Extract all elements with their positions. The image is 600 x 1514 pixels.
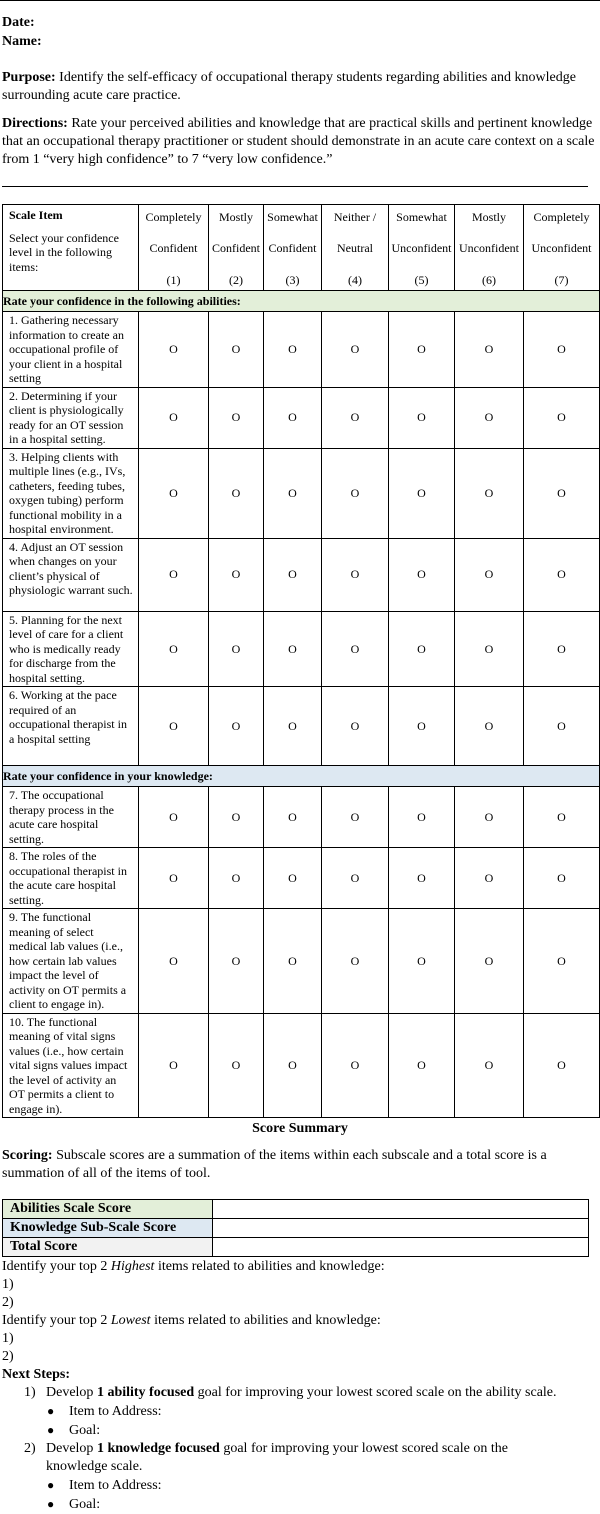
directions-paragraph — [0, 115, 600, 169]
column-label-top: Completely — [533, 209, 590, 224]
column-label-mid: Unconfident — [391, 241, 452, 256]
rating-cell — [455, 848, 524, 909]
scale-column-header — [524, 205, 600, 291]
rating-cell — [389, 909, 455, 1014]
rating-cell — [209, 1013, 264, 1118]
rating-option-2[interactable]: O — [231, 718, 241, 733]
rating-option-3[interactable]: O — [288, 953, 297, 968]
rating-cell — [455, 538, 524, 611]
rating-cell — [322, 387, 389, 448]
rating-option-3[interactable]: O — [288, 641, 297, 656]
rating-cell — [524, 687, 600, 766]
abilities-score-field[interactable] — [213, 1200, 589, 1219]
scale-item-row — [3, 611, 600, 687]
column-label-top: Completely — [145, 209, 202, 224]
rating-option-7[interactable]: O — [557, 410, 566, 425]
rating-option-2[interactable]: O — [231, 953, 241, 968]
scoring-paragraph — [0, 1147, 600, 1183]
bullet-icon: ● — [47, 1404, 55, 1418]
scale-item-text: 5. Planning for the next level of care for a client who is medically ready for discharge from the hospital setting. — [3, 611, 139, 687]
rating-cell — [455, 611, 524, 687]
rating-option-2[interactable]: O — [231, 485, 241, 500]
rating-cell — [209, 787, 264, 848]
rating-option-7[interactable]: O — [557, 641, 566, 656]
scale-item-text: 9. The functional meaning of select medical lab values (i.e., how certain lab values impact the level of activity on OT permits a client to engage in). — [3, 909, 139, 1014]
rating-cell — [209, 611, 264, 687]
scale-item-row — [3, 909, 600, 1014]
rating-option-4[interactable]: O — [350, 641, 360, 656]
rating-option-6[interactable]: O — [484, 870, 494, 885]
scale-table — [2, 204, 600, 1118]
step-number: 2) — [24, 1441, 36, 1456]
score-table — [2, 1199, 589, 1257]
rating-option-5[interactable]: O — [417, 567, 426, 582]
rating-option-4[interactable]: O — [350, 342, 360, 356]
scale-item-row — [3, 848, 600, 909]
rating-option-2[interactable]: O — [231, 567, 241, 582]
column-label-mid: Unconfident — [531, 241, 592, 256]
rating-option-6[interactable]: O — [484, 953, 494, 968]
purpose-label: Purpose: — [2, 70, 56, 85]
score-row — [3, 1238, 589, 1257]
section-rule — [2, 186, 588, 187]
rating-cell — [322, 1013, 389, 1118]
rating-option-7[interactable]: O — [557, 870, 566, 885]
rating-cell — [322, 909, 389, 1014]
rating-option-6[interactable]: O — [484, 1058, 494, 1072]
column-number: (7) — [554, 273, 569, 287]
bullet-item-to-address — [0, 1402, 600, 1421]
scale-item-text: 8. The roles of the occupational therapist in the acute care hospital setting. — [3, 848, 139, 909]
directions-label: Directions: — [2, 116, 68, 131]
rating-cell — [209, 538, 264, 611]
rating-cell — [389, 787, 455, 848]
column-label-mid: Unconfident — [459, 241, 519, 256]
step-emphasis: 1 knowledge focused — [96, 1441, 220, 1456]
rating-option-3[interactable]: O — [288, 809, 297, 824]
rating-cell — [389, 687, 455, 766]
rating-option-3[interactable]: O — [288, 1058, 297, 1072]
scale-item-header — [3, 205, 139, 291]
scale-item-row — [3, 312, 600, 388]
rating-cell — [524, 312, 600, 388]
rating-cell — [389, 312, 455, 388]
scale-header-row — [3, 205, 600, 291]
rating-cell — [139, 538, 209, 611]
scale-item-text: 7. The occupational therapy process in the acute care hospital setting. — [3, 787, 139, 848]
rating-option-1[interactable]: O — [169, 718, 178, 733]
rating-cell — [389, 1013, 455, 1118]
lowest-suffix: items related to abilities and knowledge: — [150, 1313, 381, 1328]
rating-cell — [455, 787, 524, 848]
rating-option-7[interactable]: O — [557, 342, 566, 356]
scale-item-row — [3, 687, 600, 766]
column-label-top: Neither / — [333, 209, 377, 224]
rating-cell — [389, 848, 455, 909]
scoring-label: Scoring: — [2, 1148, 53, 1163]
rating-option-6[interactable]: O — [484, 567, 494, 582]
rating-cell — [264, 387, 322, 448]
rating-cell — [264, 312, 322, 388]
rating-cell — [322, 687, 389, 766]
rating-cell — [264, 787, 322, 848]
bullet-goal — [0, 1421, 600, 1440]
highest-prompt — [0, 1258, 600, 1276]
column-label-top: Somewhat — [267, 209, 318, 224]
rating-option-5[interactable]: O — [417, 953, 426, 968]
rating-cell — [209, 312, 264, 388]
scale-column-header — [389, 205, 455, 291]
rating-cell — [139, 848, 209, 909]
rating-cell — [209, 387, 264, 448]
rating-cell — [139, 909, 209, 1014]
item-to-address-label: Item to Address: — [69, 1478, 162, 1493]
column-number: (5) — [414, 273, 429, 287]
rating-cell — [455, 312, 524, 388]
total-score-label: Total Score — [3, 1238, 213, 1257]
lowest-prefix: Identify your top 2 — [2, 1313, 111, 1328]
score-summary-title: Score Summary — [252, 1121, 348, 1136]
rating-option-6[interactable]: O — [484, 485, 494, 500]
rating-option-2[interactable]: O — [231, 410, 241, 425]
rating-option-7[interactable]: O — [557, 1058, 566, 1072]
rating-option-2[interactable]: O — [231, 342, 241, 356]
section-heading-row — [3, 291, 600, 312]
rating-option-6[interactable]: O — [484, 641, 494, 656]
scale-column-header — [209, 205, 264, 291]
bullet-item-to-address — [0, 1476, 600, 1495]
rating-option-3[interactable]: O — [288, 567, 297, 582]
abilities-score-label: Abilities Scale Score — [3, 1200, 213, 1219]
lowest-emphasis: Lowest — [110, 1313, 151, 1328]
scale-item-text: 4. Adjust an OT session when changes on your client’s physical of physiologic warrant such. — [3, 538, 139, 611]
score-row — [3, 1200, 589, 1219]
rating-option-1[interactable]: O — [169, 342, 178, 356]
scale-item-row — [3, 538, 600, 611]
rating-option-3[interactable]: O — [288, 485, 297, 500]
lowest-answer-2[interactable]: 2) — [2, 1349, 14, 1364]
rating-option-4[interactable]: O — [350, 410, 360, 425]
rating-cell — [322, 611, 389, 687]
rating-cell — [524, 787, 600, 848]
rating-cell — [139, 312, 209, 388]
rating-option-6[interactable]: O — [484, 342, 494, 356]
column-label-mid: Confident — [149, 241, 198, 256]
purpose-text: Identify the self-efficacy of occupational therapy students regarding abilities and knowledge surrounding acute care practice. — [2, 70, 576, 103]
rating-option-2[interactable]: O — [231, 809, 241, 824]
next-steps-label: Next Steps: — [2, 1367, 71, 1382]
rating-option-6[interactable]: O — [484, 809, 494, 824]
next-step-2 — [0, 1440, 600, 1476]
rating-cell — [139, 387, 209, 448]
rating-option-4[interactable]: O — [350, 1058, 360, 1072]
rating-option-4[interactable]: O — [350, 870, 360, 885]
rating-option-7[interactable]: O — [557, 718, 566, 733]
scale-item-row — [3, 1013, 600, 1118]
rating-option-7[interactable]: O — [557, 485, 566, 500]
rating-cell — [139, 1013, 209, 1118]
name-label: Name: — [2, 34, 42, 49]
rating-cell — [524, 611, 600, 687]
step-text: Develop — [46, 1441, 97, 1456]
rating-cell — [389, 611, 455, 687]
directions-text: Rate your perceived abilities and knowledge that are practical skills and pertinent knowledge that an occupational therapy practitioner or student should demonstrate in an acute care context on a scale from 1 “very high confidence” to 7 “very low confidence.” — [2, 116, 595, 167]
scoring-text: Subscale scores are a summation of the items within each subscale and a total score is a summation of all of the items of tool. — [2, 1148, 547, 1181]
scale-column-header — [322, 205, 389, 291]
total-score-field[interactable] — [213, 1238, 589, 1257]
scale-column-header — [139, 205, 209, 291]
column-label-top: Mostly — [218, 209, 253, 224]
rating-cell — [322, 312, 389, 388]
rating-cell — [524, 538, 600, 611]
section-heading: Rate your confidence in your knowledge: — [3, 766, 600, 787]
scale-item-row — [3, 787, 600, 848]
rating-option-1[interactable]: O — [169, 567, 178, 582]
scale-item-text: 3. Helping clients with multiple lines (e.g., IVs, catheters, feeding tubes, oxygen tubing) perform functional mobility in a hospital environment. — [3, 448, 139, 538]
knowledge-score-label: Knowledge Sub-Scale Score — [3, 1219, 213, 1238]
column-number: (3) — [285, 273, 300, 287]
rating-option-1[interactable]: O — [169, 870, 178, 885]
rating-cell — [524, 1013, 600, 1118]
rating-option-6[interactable]: O — [484, 410, 494, 425]
rating-option-5[interactable]: O — [417, 718, 426, 733]
rating-cell — [264, 538, 322, 611]
rating-cell — [524, 448, 600, 538]
scale-item-text: 2. Determining if your client is physiologically ready for an OT session in a hospital setting. — [3, 387, 139, 448]
rating-cell — [209, 687, 264, 766]
rating-option-4[interactable]: O — [350, 809, 360, 824]
rating-cell — [322, 448, 389, 538]
rating-cell — [455, 1013, 524, 1118]
rating-option-3[interactable]: O — [288, 718, 297, 733]
rating-cell — [264, 611, 322, 687]
rating-cell — [139, 448, 209, 538]
score-row — [3, 1219, 589, 1238]
rating-option-3[interactable]: O — [288, 342, 297, 356]
lowest-prompt — [0, 1312, 600, 1330]
rating-option-4[interactable]: O — [350, 567, 360, 582]
rating-cell — [455, 448, 524, 538]
bullet-icon: ● — [47, 1497, 55, 1511]
bullet-goal — [0, 1495, 600, 1514]
rating-cell — [139, 687, 209, 766]
rating-option-6[interactable]: O — [484, 718, 494, 733]
rating-cell — [264, 909, 322, 1014]
rating-cell — [139, 787, 209, 848]
rating-cell — [524, 387, 600, 448]
rating-cell — [524, 909, 600, 1014]
rating-option-4[interactable]: O — [350, 485, 360, 500]
scale-item-text: 1. Gathering necessary information to create an occupational profile of your client in a hospital setting — [3, 312, 139, 388]
rating-cell — [455, 687, 524, 766]
rating-option-7[interactable]: O — [557, 567, 566, 582]
scale-item-row — [3, 387, 600, 448]
lowest-answer-1[interactable]: 1) — [2, 1331, 14, 1346]
rating-cell — [264, 848, 322, 909]
rating-option-5[interactable]: O — [417, 870, 426, 885]
next-step-1 — [0, 1384, 600, 1402]
rating-cell — [322, 848, 389, 909]
step-text: goal for improving your lowest scored scale on the knowledge scale. — [46, 1441, 508, 1474]
column-number: (1) — [166, 273, 181, 287]
rating-option-5[interactable]: O — [417, 1058, 426, 1072]
rating-cell — [524, 848, 600, 909]
column-label-top: Somewhat — [396, 209, 447, 224]
step-number: 1) — [24, 1385, 36, 1400]
column-label-mid: Confident — [212, 241, 260, 256]
rating-cell — [209, 448, 264, 538]
bullet-icon: ● — [47, 1423, 55, 1437]
rating-option-5[interactable]: O — [417, 342, 426, 356]
highest-answer-1[interactable]: 1) — [2, 1277, 14, 1292]
rating-cell — [322, 538, 389, 611]
rating-cell — [389, 448, 455, 538]
rating-option-2[interactable]: O — [231, 1058, 241, 1072]
rating-option-4[interactable]: O — [350, 718, 360, 733]
step-text: Develop — [46, 1385, 97, 1400]
scale-item-text: 10. The functional meaning of vital signs values (i.e., how certain vital signs values impact the level of activity an OT permits a client to engage in). — [3, 1013, 139, 1118]
purpose-paragraph — [0, 69, 600, 105]
rating-cell — [322, 787, 389, 848]
rating-cell — [389, 538, 455, 611]
step-text: goal for improving your lowest scored scale on the ability scale. — [194, 1385, 557, 1400]
date-label: Date: — [2, 15, 35, 30]
rating-option-4[interactable]: O — [350, 953, 360, 968]
section-heading-row — [3, 766, 600, 787]
item-to-address-label: Item to Address: — [69, 1404, 162, 1419]
column-label-top: Mostly — [471, 209, 506, 224]
column-number: (6) — [482, 273, 496, 287]
rating-option-7[interactable]: O — [557, 809, 566, 824]
column-label-mid: Neutral — [337, 241, 373, 256]
rating-option-1[interactable]: O — [169, 809, 178, 824]
step-emphasis: 1 ability focused — [96, 1385, 195, 1400]
goal-label: Goal: — [69, 1497, 101, 1512]
rating-option-7[interactable]: O — [557, 953, 566, 968]
column-label-mid: Confident — [268, 241, 317, 256]
scale-column-header — [264, 205, 322, 291]
rating-cell — [139, 611, 209, 687]
scale-item-text: 6. Working at the pace required of an occupational therapist in a hospital setting — [3, 687, 139, 766]
rating-option-5[interactable]: O — [417, 485, 426, 500]
scale-item-row — [3, 448, 600, 538]
rating-option-2[interactable]: O — [231, 870, 241, 885]
rating-option-1[interactable]: O — [169, 410, 178, 425]
scale-column-header — [455, 205, 524, 291]
rating-option-3[interactable]: O — [288, 410, 297, 425]
rating-option-5[interactable]: O — [417, 410, 426, 425]
rating-option-5[interactable]: O — [417, 809, 426, 824]
rating-cell — [389, 387, 455, 448]
rating-cell — [264, 687, 322, 766]
rating-cell — [455, 387, 524, 448]
rating-option-3[interactable]: O — [288, 870, 297, 885]
rating-cell — [455, 909, 524, 1014]
rating-option-2[interactable]: O — [231, 641, 241, 656]
rating-option-1[interactable]: O — [169, 953, 178, 968]
bullet-icon: ● — [47, 1478, 55, 1492]
column-number: (4) — [348, 273, 362, 287]
rating-option-1[interactable]: O — [169, 485, 178, 500]
rating-option-5[interactable]: O — [417, 641, 426, 656]
highest-answer-2[interactable]: 2) — [2, 1295, 14, 1310]
rating-cell — [209, 848, 264, 909]
scale-item-instructions: Select your confidence level in the following items: — [9, 230, 119, 274]
rating-cell — [209, 909, 264, 1014]
highest-emphasis: Highest — [110, 1259, 155, 1274]
rating-cell — [264, 1013, 322, 1118]
rating-cell — [264, 448, 322, 538]
knowledge-score-field[interactable] — [213, 1219, 589, 1238]
column-number: (2) — [229, 273, 243, 287]
rating-option-1[interactable]: O — [169, 641, 178, 656]
rating-option-1[interactable]: O — [169, 1058, 178, 1072]
highest-suffix: items related to abilities and knowledge: — [154, 1259, 385, 1274]
section-heading: Rate your confidence in the following abilities: — [3, 291, 600, 312]
highest-prefix: Identify your top 2 — [2, 1259, 111, 1274]
scale-item-title: Scale Item — [9, 208, 63, 222]
goal-label: Goal: — [69, 1423, 101, 1438]
